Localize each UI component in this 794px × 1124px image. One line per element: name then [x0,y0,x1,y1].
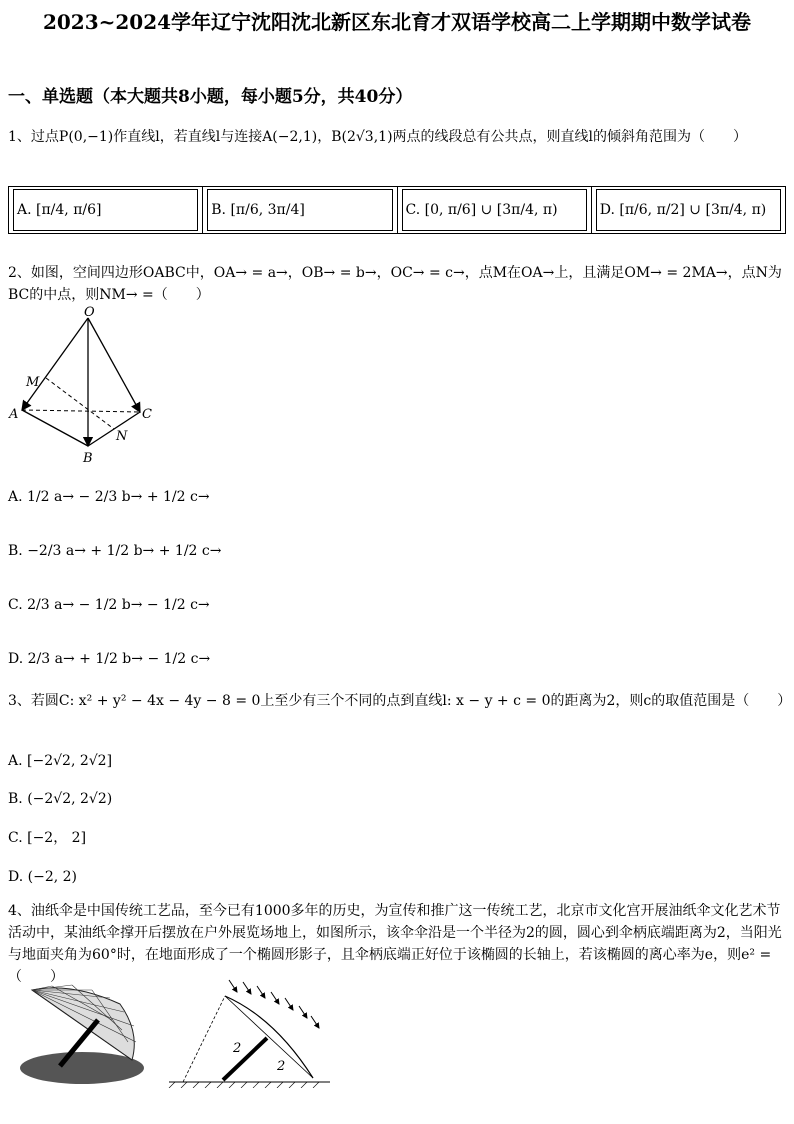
question-1-option-a[interactable]: A. [π/4, π/6] [9,187,203,234]
figure-label-a: A [9,407,19,422]
figure-label-c: C [142,407,152,422]
figure-label-b: B [83,451,93,466]
question-1-options-table [8,186,786,234]
umbrella-illustration [12,980,162,1090]
shadow-diagram [165,978,335,1088]
question-3-option-c[interactable]: C. [−2， 2] [8,830,87,846]
section-heading: 一、单选题（本大题共8小题，每小题5分，共40分） [8,87,413,107]
question-4-stem: 4、油纸伞是中国传统工艺品，至今已有1000多年的历史，为宣传和推广这一传统工艺，北京市文化宫开展油纸伞文化艺术节活动中，某油纸伞撑开后摆放在户外展览场地上，如图所示，该伞伞沿是一个半径为2的圆，圆心到伞柄底端距离为2，当阳光与地面夹角为60°时，在地面形成了一个椭圆形影子，且伞柄底端正好位于该椭圆的长轴上，若该椭圆的离心率为e，则e² =（ ） [8,903,782,985]
page-title: 2023~2024学年辽宁沈阳沈北新区东北育才双语学校高二上学期期中数学试卷 [42,10,752,34]
question-1-option-b[interactable]: B. [π/6, 3π/4] [203,187,397,234]
question-3-option-b[interactable]: B. (−2√2, 2√2) [8,791,113,807]
diagram-label-2-right: 2 [277,1059,286,1074]
question-2-option-a[interactable]: A. 1/2 a→ − 2/3 b→ + 1/2 c→ [8,489,210,505]
question-1-option-c[interactable]: C. [0, π/6] ∪ [3π/4, π) [397,187,591,234]
question-2-stem: 2、如图，空间四边形OABC中，OA→ = a→，OB→ = b→，OC→ = c→，点M在OA→上，且满足OM→ = 2MA→，点N为BC的中点，则NM→ =（ ） [8,265,782,303]
question-3-option-a[interactable]: A. [−2√2, 2√2] [8,753,113,769]
question-1-stem: 1、过点P(0,−1)作直线l，若直线l与连接A(−2,1)，B(2√3,1)两点的线段总有公共点，则直线l的倾斜角范围为（ ） [8,129,748,145]
question-1-option-d[interactable]: D. [π/6, π/2] ∪ [3π/4, π) [591,187,785,234]
figure-label-o: O [84,306,95,320]
figure-label-n: N [116,429,128,444]
tetrahedron-figure [8,306,158,466]
question-3-stem: 3、若圆C: x² + y² − 4x − 4y − 8 = 0上至少有三个不同的点到直线l: x − y + c = 0的距离为2，则c的取值范围是（ ） [8,693,792,709]
question-2-option-c[interactable]: C. 2/3 a→ − 1/2 b→ − 1/2 c→ [8,597,210,613]
question-2-option-b[interactable]: B. −2/3 a→ + 1/2 b→ + 1/2 c→ [8,543,222,559]
question-3-option-d[interactable]: D. (−2, 2) [8,869,77,885]
diagram-label-2-left: 2 [233,1041,242,1056]
figure-label-m: M [26,375,40,390]
question-2-option-d[interactable]: D. 2/3 a→ + 1/2 b→ − 1/2 c→ [8,651,211,667]
